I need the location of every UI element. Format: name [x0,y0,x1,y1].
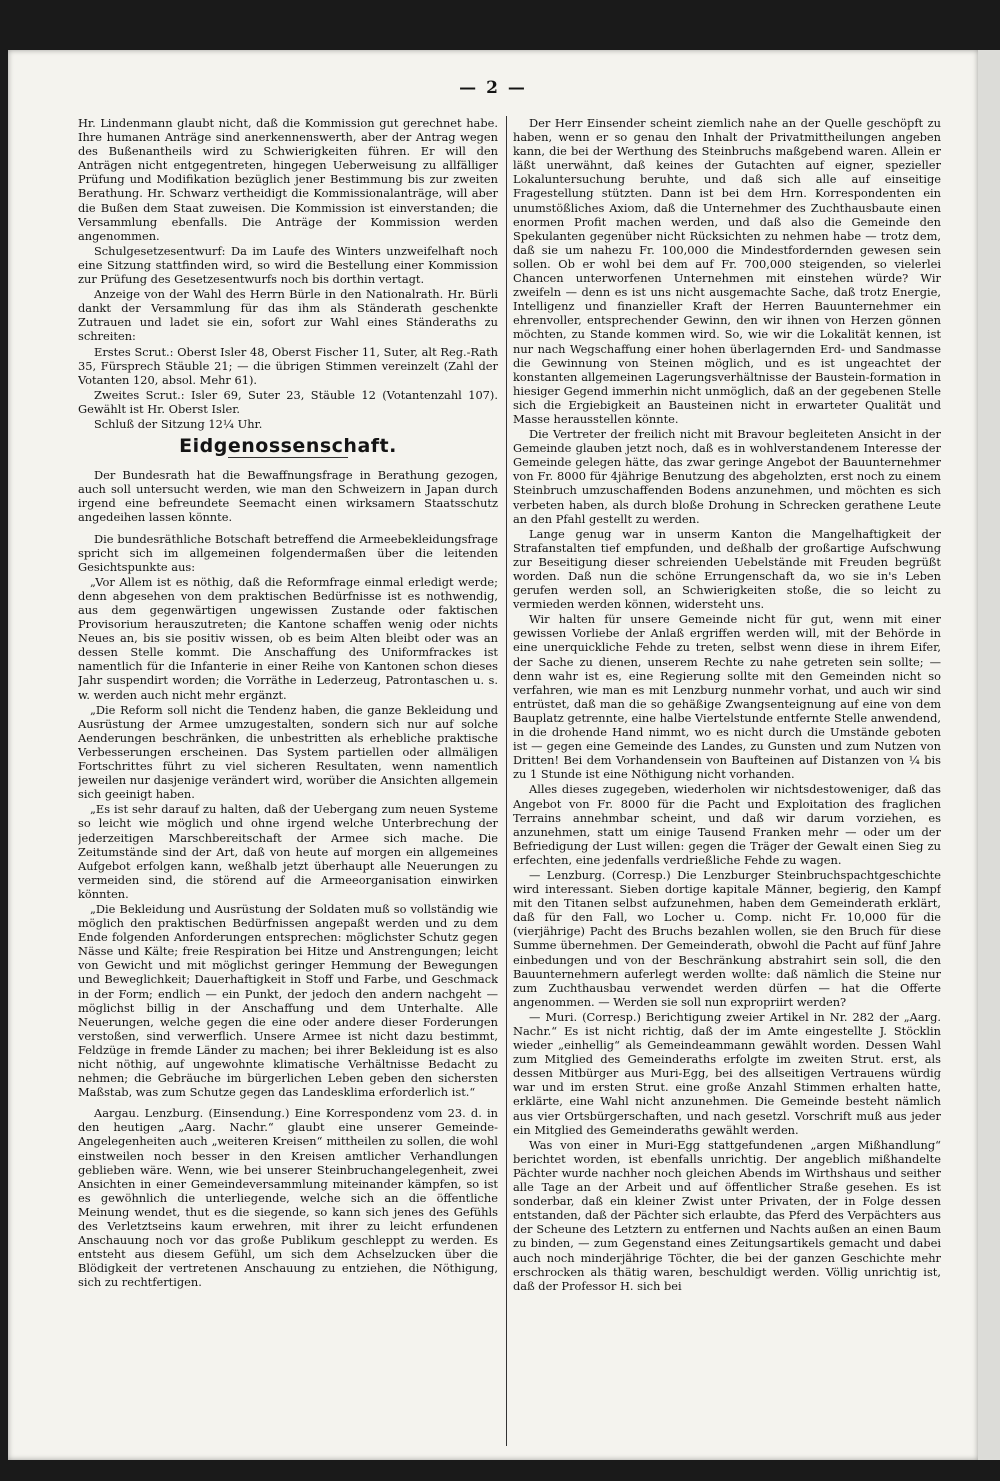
article-paragraph: Der Bundesrath hat die Bewaffnungsfrage in Berathung gezogen, auch soll untersucht werden, wie man den Schweizern in Japan durch irgend eine befreundete Seemacht einen wirksamern Staatsschutz angedeihen lassen könnte. [78,468,498,525]
left-column [78,116,498,1456]
column-divider [506,116,507,1446]
article-paragraph: Hr. Lindenmann glaubt nicht, daß die Kommission gut gerechnet habe. Ihre humanen Anträge sind anerkennenswerth, aber der Antrag wegen des Bußenantheils wird zu Schwierigkeiten führen. Er will den Anträgen nicht entgegentreten, hingegen Ueberweisung zu allfälliger Prüfung und Modifikation bezüglich jener Bestimmung bis zur zweiten Berathung. Hr. Schwarz vertheidigt die Kommissionalanträge, will aber die Bußen dem Staat zuweisen. Die Kommission ist einverstanden; die Versammlung ebenfalls. Die Anträge der Kommission werden angenommen. [78,116,498,243]
page-number: — 2 — [459,78,527,98]
article-paragraph: — Lenzburg. (Corresp.) Die Lenzburger Steinbruchspachtgeschichte wird interessant. Sieben dortige kapitale Männer, begierig, den Kampf mit den Titanen selbst aufzunehmen, haben dem Gemeinderath erklärt, daß für den Fall, wo Locher u. Comp. nicht Fr. 10,000 für die (vierjährige) Pacht des Bruchs bezahlen wollen, sie den Bruch für diese Summe übernehmen. Der Gemeinderath, obwohl die Pacht auf fünf Jahre einbedungen und von der Beschränkung abstrahirt sein soll, die den Bauunternehmern auferlegt werden wollte: daß nämlich die Steine nur zum Zuchthausbau verwendet werden dürfen — hat die Offerte angenommen. — Werden sie soll nun expropriirt werden? [513,867,941,1009]
article-paragraph: Schulgesetzesentwurf: Da im Laufe des Winters unzweifelhaft noch eine Sitzung stattfinden wird, so wird die Bestellung einer Kommission zur Prüfung des Gesetzesentwurfs noch bis dorthin vertagt. [78,243,498,287]
article-paragraph: Wir halten für unsere Gemeinde nicht für gut, wenn mit einer gewissen Vorliebe der Anlaß ergriffen werden will, mit der Behörde in eine unerquickliche Fehde zu treten, selbst wenn diese in ihrem Eifer, der Sache zu dienen, unserem Rechte zu nahe getreten sein sollte; — denn wahr ist es, eine Regierung sollte mit den Gemeinden nicht so verfahren, wie man es mit Lenzburg nunmehr vorhat, und auch wir sind entrüstet, daß man die so gehäßige Zwangsenteignung auf eine von dem Bauplatz getrennte, eine halbe Viertelstunde entfernte Stelle anwendend, in die drohende Hand nimmt, wo es nicht durch die Umstände geboten ist — gegen eine Gemeinde des Landes, zu Gunsten und zum Nutzen von Dritten! Bei dem Vorhandensein von Baufteinen auf Distanzen von ¼ bis zu 1 Stunde ist eine Nöthigung nicht vorhanden. [513,612,941,782]
article-paragraph: Die bundesräthliche Botschaft betreffend die Armeebekleidungsfrage spricht sich im allgemeinen folgendermaßen über die leitenden Gesichtspunkte aus: [78,531,498,574]
article-paragraph: Erstes Scrut.: Oberst Isler 48, Oberst Fischer 11, Suter, alt Reg.-Rath 35, Fürsprech Stäuble 21; — die übrigen Stimmen vereinzelt (Zahl der Votanten 120, absol. Mehr 61). [78,344,498,387]
quote-paragraph: „Vor Allem ist es nöthig, daß die Reformfrage einmal erledigt werde; denn abgesehen von dem praktischen Bedürfnisse ist es nothwendig, aus dem gegenwärtigen ungewissen Zustande oder faktischen Provisorium herauszutreten; die Kantone schaffen wenig oder nichts Neues an, bis sie positiv wissen, ob es beim Alten bleibt oder was an dessen Stelle kommt. Die Anschaffung des Uniformfrackes ist namentlich für die Infanterie in einer Reihe von Kantonen schon dieses Jahr suspendirt worden; die Vorräthe in Lederzeug, Patrontaschen u. s. w. werden auch nicht mehr ergänzt. [78,574,498,702]
article-paragraph: — Muri. (Corresp.) Berichtigung zweier Artikel in Nr. 282 der „Aarg. Nachr.“ Es ist nicht richtig, daß der im Amte eingestellte J. Stöcklin wieder „einhellig“ als Gemeindeammann gewählt worden. Dessen Wahl zum Mitglied des Gemeinderaths erfolgte im zweiten Strut. erst, als dessen Mitbürger aus Muri-Egg, bei des allseitigen Vertrauens würdig war und im ersten Strut. eine große Anzahl Stimmen erhalten hatte, erklärte, eine Wahl nicht anzunehmen. Die Gemeinde besteht nämlich aus vier Ortsbürgerschaften, und nach gesetzl. Vorschrift muß aus jeder ein Mitglied des Gemeinderaths gewählt werden. [513,1009,941,1137]
newspaper-page [8,50,978,1460]
page-edge [978,50,1000,1460]
quote-paragraph: „Die Bekleidung und Ausrüstung der Soldaten muß so vollständig wie möglich den praktischen Bedürfnissen angepaßt werden und zu dem Ende folgenden Anforderungen entsprechen: möglichster Schutz gegen Nässe und Kälte; freie Respiration bei Hitze und Anstrengungen; leicht von Gewicht und mit möglichst geringer Hemmung der Bewegungen und Beweglichkeit; Dauerhaftigkeit in Stoff und Farbe, und Geschmack in der Form; endlich — ein Punkt, der jedoch den andern nachgeht — möglichst billig in der Anschaffung und dem Unterhalte. Alle Neuerungen, welche gegen die eine oder andere dieser Forderungen verstoßen, sind verwerflich. Unsere Armee ist nicht dazu bestimmt, Feldzüge in fremde Länder zu machen; bei ihrer Bekleidung ist es also nicht nöthig, auf ungewohnte klimatische Verhältnisse Bedacht zu nehmen; die Gebräuche im bürgerlichen Leben geben den sichersten Maßstab, was zum Schutze gegen das Landesklima erforderlich ist.“ [78,901,498,1100]
section-rule [228,457,348,458]
quote-paragraph: „Es ist sehr darauf zu halten, daß der Uebergang zum neuen Systeme so leicht wie möglich und ohne irgend welche Unterbrechung der jederzeitigen Marschbereitschaft der Armee sich mache. Die Zeitumstände sind der Art, daß von heute auf morgen ein allgemeines Aufgebot erfolgen kann, weßhalb jetzt überhaupt alle Neuerungen zu vermeiden sind, die störend auf die Armeeorganisation einwirken könnten. [78,802,498,901]
quote-paragraph: „Die Reform soll nicht die Tendenz haben, die ganze Bekleidung und Ausrüstung der Armee umzugestalten, sondern sich nur auf solche Aenderungen beschränken, die unbestritten als erhebliche praktische Verbesserungen erscheinen. Das System partiellen oder allmäligen Fortschrittes führt zu viel sicheren Resultaten, wenn namentlich jeweilen nur dasjenige verändert wird, worüber die Ansichten allgemein sich geeinigt haben. [78,702,498,802]
article-paragraph: Der Herr Einsender scheint ziemlich nahe an der Quelle geschöpft zu haben, wenn er so genau den Inhalt der Privatmittheilungen angeben kann, die bei der Werthung des Steinbruchs maßgebend waren. Allein er läßt unerwähnt, daß keines der Gutachten auf eigner, spezieller Lokaluntersuchung beruhte, und daß sich alle auf einseitige Fragestellung stützten. Dann ist bei dem Hrn. Korrespondenten ein unumstößliches Axiom, daß die Unternehmer des Zuchthausbaute einen enormen Profit machen werden, und daß also die Gemeinde den Spekulanten gegenüber nicht Rücksichten zu nehmen habe — trotz dem, daß sie um nahezu Fr. 100,000 die Mindestfordernden gewesen sein sollen. Ob er wohl bei dem auf Fr. 700,000 steigenden, so vielerlei Chancen unterworfenen Unternehmen mit einstehen würde? Wir zweifeln — denn es ist uns nicht ausgemachte Sache, daß trotz Energie, Intelligenz und finanzieller Kraft der Herren Bauunternehmer ein ehrenvoller, entsprechender Gewinn, den wir ihnen von Herzen gönnen möchten, zu Stande kommen wird. So, wie wir die Lokalität kennen, ist nur nach Wegschaffung einer hohen überlagernden Erd- und Sandmasse die Gewinnung von Steinen möglich, und es ist ungeachtet der konstanten allgemeinen Lagerungsverhältnisse der Baustein-formation in hiesiger Gegend immerhin nicht unmöglich, daß an der gegebenen Stelle sich die Ergiebigkeit an Bausteinen nicht in erwarteter Qualität und Masse herausstellen könnte. [513,116,941,426]
article-paragraph: Zweites Scrut.: Isler 69, Suter 23, Stäuble 12 (Votantenzahl 107). Gewählt ist Hr. Oberst Isler. [78,387,498,416]
article-paragraph: Alles dieses zugegeben, wiederholen wir nichtsdestoweniger, daß das Angebot von Fr. 8000 für die Pacht und Exploitation des fraglichen Terrains annehmbar scheint, und daß wir darum vorziehen, es anzunehmen, statt um einige Tausend Franken mehr — oder um der Befriedigung der Lust willen: gegen die Träger der Gewalt einen Sieg zu erfechten, eine jedenfalls verdrießliche Fehde zu wagen. [513,782,941,867]
article-paragraph: Schluß der Sitzung 12¼ Uhr. [94,416,263,431]
article-paragraph: Die Vertreter der freilich nicht mit Bravour begleiteten Ansicht in der Gemeinde glauben jetzt noch, daß es in wohlverstandenem Interesse der Gemeinde gelegen hätte, das zwar geringe Angebot der Bauunternehmer von Fr. 8000 für 4jährige Benutzung des abgeholzten, erst noch zu einem Steinbruch umzuschaffenden Bodens anzunehmen, und möchten es sich verbeten haben, als durch bloße Drohung in Schrecken gerathene Leute an den Pfahl gestellt zu werden. [513,427,941,526]
article-paragraph: Was von einer in Muri-Egg stattgefundenen „argen Mißhandlung“ berichtet worden, ist ebenfalls unrichtig. Der angeblich mißhandelte Pächter wurde nachher noch gleichen Abends im Wirthshaus und seither alle Tage an der Arbeit und auf öffentlicher Straße gesehen. Es ist sonderbar, daß ein kleiner Zwist unter Privaten, der in Folge dessen entstanden, daß der Pächter sich erlaubte, das Pferd des Verpächters aus der Scheune des Letztern zu entfernen und Nachts außen an einen Baum zu binden, — zum Gegenstand eines Zeitungsartikels gemacht und dabei auch noch minderjährige Töchter, die bei der ganzen Geschichte mehr erschrocken als thätig waren, beschuldigt werden. Völlig unrichtig ist, daß der Professor H. sich bei [513,1137,941,1293]
article-paragraph: Lange genug war in unserm Kanton die Mangelhaftigkeit der Strafanstalten tief empfunden, und deßhalb der großartige Aufschwung zur Beseitigung dieser schreienden Uebelstände mit Freuden begrüßt worden. Daß nun die schöne Errungenschaft da, wo sie in's Leben gerufen werden soll, an Schwierigkeiten stoße, die so leicht zu vermieden werden können, widersteht uns. [513,526,941,612]
article-paragraph: Aargau. Lenzburg. (Einsendung.) Eine Korrespondenz vom 23. d. in den heutigen „Aarg. Nachr.“ glaubt eine unserer Gemeinde-Angelegenheiten auch „weiteren Kreisen“ mittheilen zu sollen, die wohl einstweilen noch besser in den Kreisen amtlicher Verhandlungen geblieben wäre. Wenn, wie bei unserer Steinbruchangelegenheit, zwei Ansichten in einer Gemeindeversammlung miteinander kämpfen, so ist es gewöhnlich die unterliegende, welche sich an die öffentliche Meinung wendet, thut es die siegende, so kann sich jenes des Gefühls des Verletztseins kaum erwehren, mit ihrer zu leicht erfundenen Anschauung noch vor das große Publikum geschleppt zu werden. Es entsteht aus diesem Gefühl, um sich dem Achselzucken über die Blödigkeit der vertretenen Anschauung zu entziehen, die Nöthigung, sich zu rechtfertigen. [78,1106,498,1290]
right-column [513,116,941,1456]
article-paragraph: Anzeige von der Wahl des Herrn Bürle in den Nationalrath. Hr. Bürli dankt der Versammlung für das ihm als Ständerath geschenkte Zutrauen und ladet sie ein, sofort zur Wahl eines Ständeraths zu schreiten: [78,287,498,344]
section-title: Eidgenossenschaft. [179,435,397,458]
